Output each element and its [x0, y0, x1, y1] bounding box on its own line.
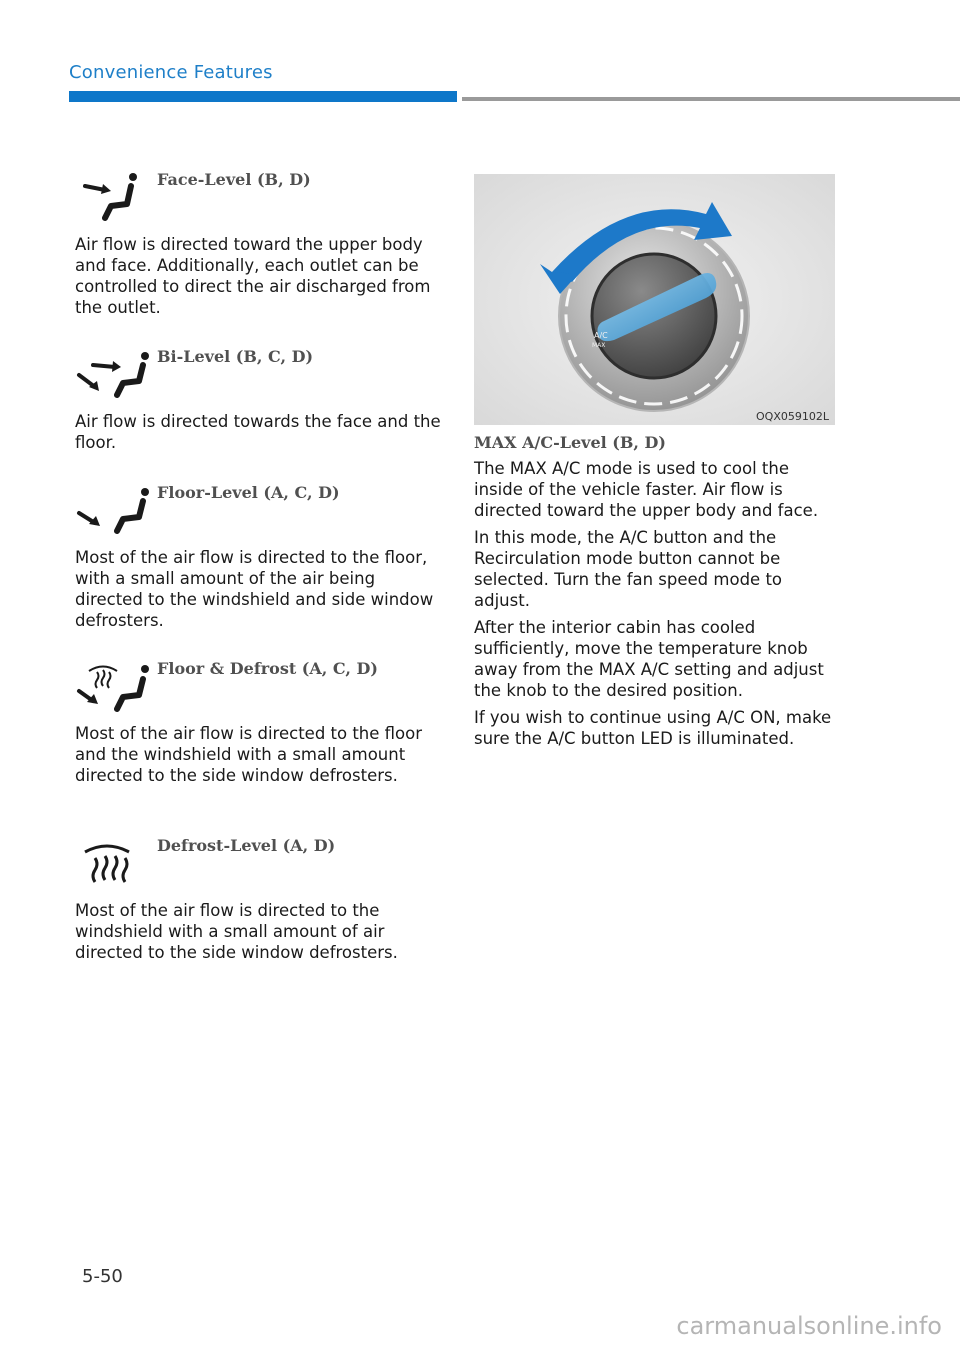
- defrost-icon: [75, 836, 155, 892]
- max-ac-knob-figure: [474, 174, 835, 425]
- floor-level-icon: [75, 483, 155, 539]
- max-ac-heading: MAX A/C-Level (B, D): [474, 433, 666, 452]
- mode-heading: Floor-Level (A, C, D): [157, 483, 340, 502]
- mode-body: Air flow is directed towards the face and the floor.: [75, 412, 441, 452]
- mode-body: Most of the air flow is directed to the floor, with a small amount of the air being directed to the windshield and side window defrosters.: [75, 548, 434, 630]
- section-title: Convenience Features: [69, 62, 273, 83]
- max-ac-paragraph: After the interior cabin has cooled sufficiently, move the temperature knob away from the MAX A/C setting and adjust the knob to the desired position.: [474, 618, 824, 700]
- mode-heading: Defrost-Level (A, D): [157, 836, 336, 855]
- right-column: [474, 433, 834, 755]
- mode-heading: Floor & Defrost (A, C, D): [157, 659, 378, 678]
- figure-caption: OQX059102L: [756, 410, 829, 423]
- face-level-icon: [75, 170, 155, 226]
- max-ac-paragraph: In this mode, the A/C button and the Recirculation mode button cannot be selected. Turn the fan speed mode to adjust.: [474, 528, 783, 610]
- bi-level-icon: [75, 347, 155, 403]
- mode-body: Most of the air flow is directed to the floor and the windshield with a small amount directed to the side window defrosters.: [75, 724, 423, 785]
- page-number: 5-50: [82, 1266, 123, 1287]
- mode-heading: Face-Level (B, D): [157, 170, 311, 189]
- header-rule-blue: [69, 91, 457, 102]
- max-ac-paragraph: If you wish to continue using A/C ON, make sure the A/C button LED is illuminated.: [474, 708, 832, 748]
- knob-label-ac: A/C: [594, 331, 608, 340]
- mode-body: Most of the air flow is directed to the windshield with a small amount of air directed to the side window defrosters.: [75, 901, 398, 962]
- knob-label-max: MAX: [592, 342, 606, 349]
- floor-defrost-icon: [75, 659, 155, 715]
- mode-body: Air flow is directed toward the upper body and face. Additionally, each outlet can be controlled to direct the air discharged from the outlet.: [75, 235, 431, 317]
- watermark: carmanualsonline.info: [676, 1312, 942, 1340]
- mode-heading: Bi-Level (B, C, D): [157, 347, 314, 366]
- header-rule-gray: [462, 97, 960, 101]
- max-ac-paragraph: The MAX A/C mode is used to cool the inside of the vehicle faster. Air flow is directed toward the upper body and face.: [474, 459, 819, 520]
- knob-illustration: [474, 174, 835, 425]
